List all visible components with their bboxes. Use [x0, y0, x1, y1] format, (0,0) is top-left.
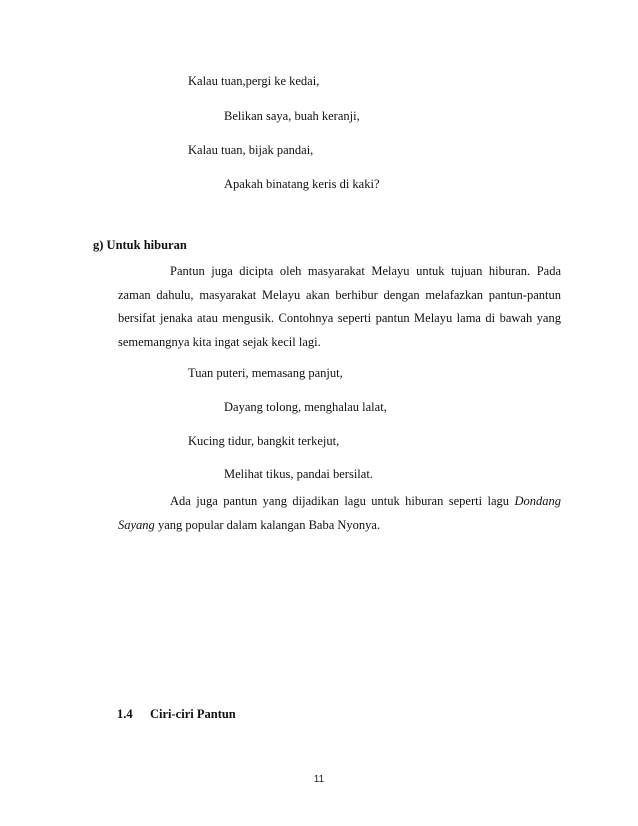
- pantun1-line2: Belikan saya, buah keranji,: [224, 109, 360, 123]
- pantun1-line3: Kalau tuan, bijak pandai,: [188, 143, 314, 157]
- page-number: 11: [313, 774, 325, 785]
- section-title: Ciri-ciri Pantun: [150, 707, 236, 721]
- section-number: 1.4: [117, 707, 133, 721]
- section-heading-g: g) Untuk hiburan: [93, 238, 187, 252]
- pantun2-line3: Kucing tidur, bangkit terkejut,: [188, 434, 340, 448]
- song-title: Dondang Sayang: [118, 494, 561, 532]
- closing-paragraph: [118, 490, 561, 537]
- pantun2-line2: Dayang tolong, menghalau lalat,: [224, 400, 387, 414]
- section-g-paragraph: Pantun juga dicipta oleh masyarakat Melayu untuk tujuan hiburan. Pada zaman dahulu, masyarakat Melayu akan berhibur dengan melafazkan pantun-pantun bersifat jenaka atau mengusik. Contohnya seperti pantun Melayu lama di bawah yang sememangnya kita ingat sejak kecil lagi.: [118, 264, 561, 349]
- pantun1-line4: Apakah binatang keris di kaki?: [224, 177, 380, 191]
- pantun1-line1: Kalau tuan,pergi ke kedai,: [188, 74, 320, 88]
- closing-text-before: Ada juga pantun yang dijadikan lagu untuk hiburan seperti lagu: [170, 494, 515, 508]
- closing-text-after: yang popular dalam kalangan Baba Nyonya.: [154, 517, 381, 532]
- pantun2-line4: Melihat tikus, pandai bersilat.: [224, 467, 373, 481]
- pantun2-line1: Tuan puteri, memasang panjut,: [188, 366, 343, 380]
